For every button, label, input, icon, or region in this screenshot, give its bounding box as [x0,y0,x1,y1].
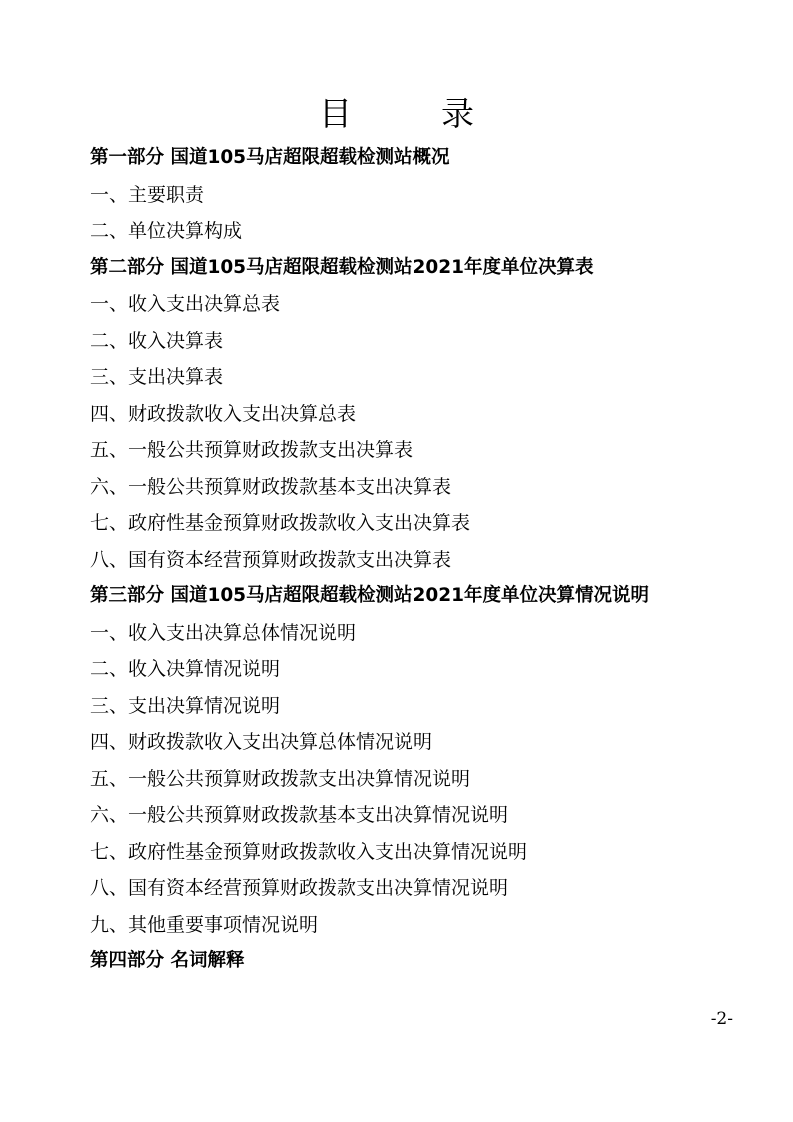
toc-item: 一、主要职责 [90,183,205,206]
toc-item: 八、国有资本经营预算财政拨款支出决算表 [90,548,452,571]
toc-item: 六、一般公共预算财政拨款基本支出决算情况说明 [90,804,509,826]
table-of-contents [90,140,750,980]
toc-item: 七、政府性基金预算财政拨款收入支出决算表 [90,512,471,534]
toc-section-3: 第三部分 国道105马店超限超载检测站2021年度单位决算情况说明 [90,585,650,606]
toc-item: 八、国有资本经营预算财政拨款支出决算情况说明 [90,877,509,899]
page-title: 目 录 [319,94,502,133]
toc-item: 五、一般公共预算财政拨款支出决算表 [90,439,414,461]
toc-item: 一、收入支出决算总表 [90,293,281,315]
toc-item: 二、收入决算情况说明 [90,658,281,680]
toc-item: 五、一般公共预算财政拨款支出决算情况说明 [90,767,471,790]
toc-item: 三、支出决算情况说明 [90,694,281,717]
toc-item: 六、一般公共预算财政拨款基本支出决算表 [90,475,452,498]
toc-item: 一、收入支出决算总体情况说明 [90,621,357,644]
toc-item: 四、财政拨款收入支出决算总表 [90,402,357,425]
page-number: -2- [710,1009,733,1029]
toc-item: 二、收入决算表 [90,329,224,352]
toc-item: 九、其他重要事项情况说明 [90,913,319,936]
toc-section-2: 第二部分 国道105马店超限超载检测站2021年度单位决算表 [90,256,594,278]
toc-section-4: 第四部分 名词解释 [90,950,245,971]
toc-item: 二、单位决算构成 [90,220,243,242]
toc-item: 七、政府性基金预算财政拨款收入支出决算情况说明 [90,840,528,863]
toc-section-1: 第一部分 国道105马店超限超载检测站概况 [90,147,450,168]
toc-item: 四、财政拨款收入支出决算总体情况说明 [90,731,433,753]
toc-item: 三、支出决算表 [90,366,224,388]
